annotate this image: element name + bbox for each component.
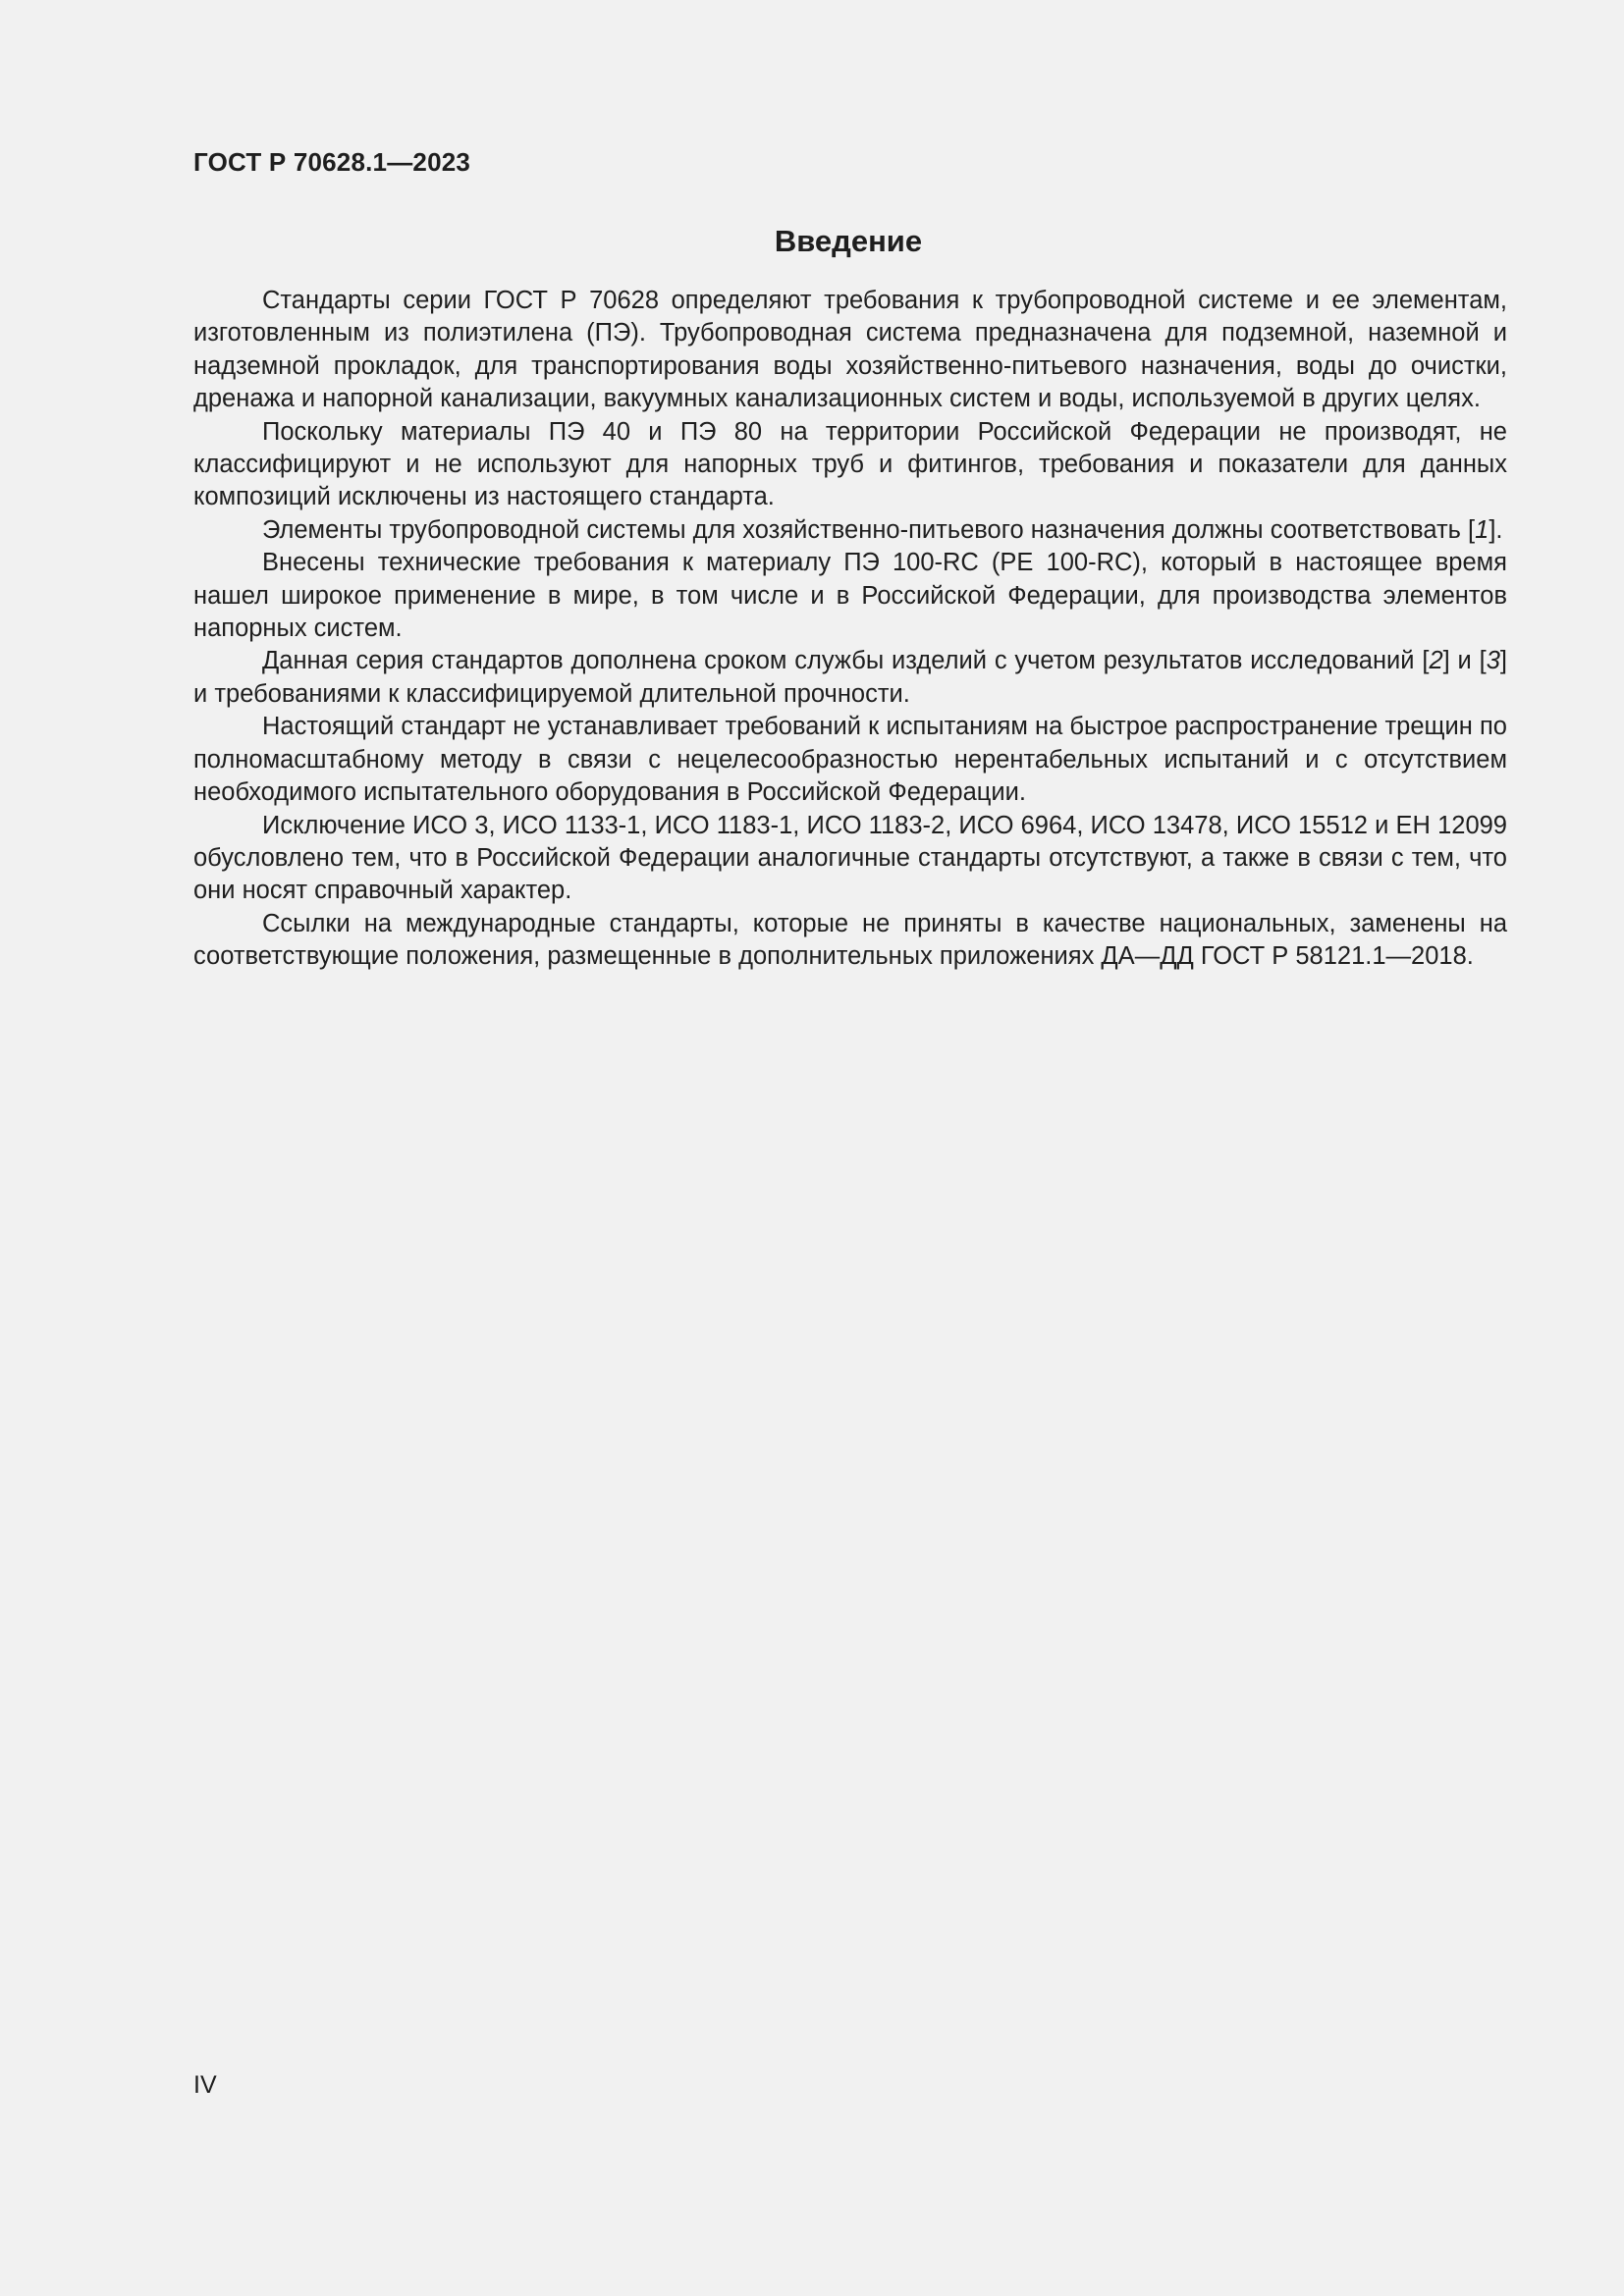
- paragraph: [193, 645, 1507, 711]
- paragraph-text: ] и требованиями к классифицируемой длительной прочности.: [193, 647, 1507, 708]
- paragraph: Ссылки на международные стандарты, которые не приняты в качестве национальных, заменены на соответствующие положения, размещенные в дополнительных приложениях ДА—ДД ГОСТ Р 58121.1—2018.: [193, 909, 1507, 971]
- bibliography-reference: 1: [1475, 515, 1489, 544]
- bibliography-reference: 2: [1429, 647, 1443, 675]
- paragraph-text: Данная серия стандартов дополнена сроком службы изделий с учетом результатов исследований [: [262, 647, 1430, 675]
- paragraph-text: ].: [1489, 515, 1503, 544]
- paragraph: Стандарты серии ГОСТ Р 70628 определяют требования к трубопроводной системе и ее элементам, изготовленным из полиэтилена (ПЭ). Трубопроводная система предназначена для подземной, наземной и надземной прокладок, для транспортирования воды хозяйственно-питьевого назначения, воды до очистки, дренажа и напорной канализации, вакуумных канализационных систем и воды, используемой в других целях.: [193, 287, 1507, 413]
- body-text: [193, 285, 1507, 974]
- paragraph-text: Элементы трубопроводной системы для хозяйственно-питьевого назначения должны соответствовать [: [262, 515, 1476, 544]
- paragraph: Внесены технические требования к материалу ПЭ 100-RC (PE 100-RC), который в настоящее время нашел широкое применение в мире, в том числе и в Российской Федерации, для производства элементов напорных систем.: [193, 549, 1507, 643]
- document-code: ГОСТ Р 70628.1—2023: [193, 147, 471, 177]
- paragraph: Поскольку материалы ПЭ 40 и ПЭ 80 на территории Российской Федерации не производят, не классифицируют и не используют для напорных труб и фитингов, требования и показатели для данных композиций исключены из настоящего стандарта.: [193, 417, 1507, 511]
- bibliography-reference: 3: [1486, 647, 1500, 675]
- paragraph: Настоящий стандарт не устанавливает требований к испытаниям на быстрое распространение трещин по полномасштабному методу в связи с нецелесообразностью нерентабельных испытаний и с отсутствием необходимого испытательного оборудования в Российской Федерации.: [193, 713, 1507, 807]
- paragraph-text: ] и [: [1442, 647, 1487, 675]
- paragraph: Исключение ИСО 3, ИСО 1133-1, ИСО 1183-1, ИСО 1183-2, ИСО 6964, ИСО 13478, ИСО 15512 и ЕН 12099 обусловлено тем, что в Российской Федерации аналогичные стандарты отсутствуют, а также в связи с тем, что они носят справочный характер.: [193, 811, 1507, 905]
- paragraph: [193, 514, 1507, 547]
- page-number: IV: [193, 2071, 217, 2099]
- section-title: Введение: [774, 224, 923, 258]
